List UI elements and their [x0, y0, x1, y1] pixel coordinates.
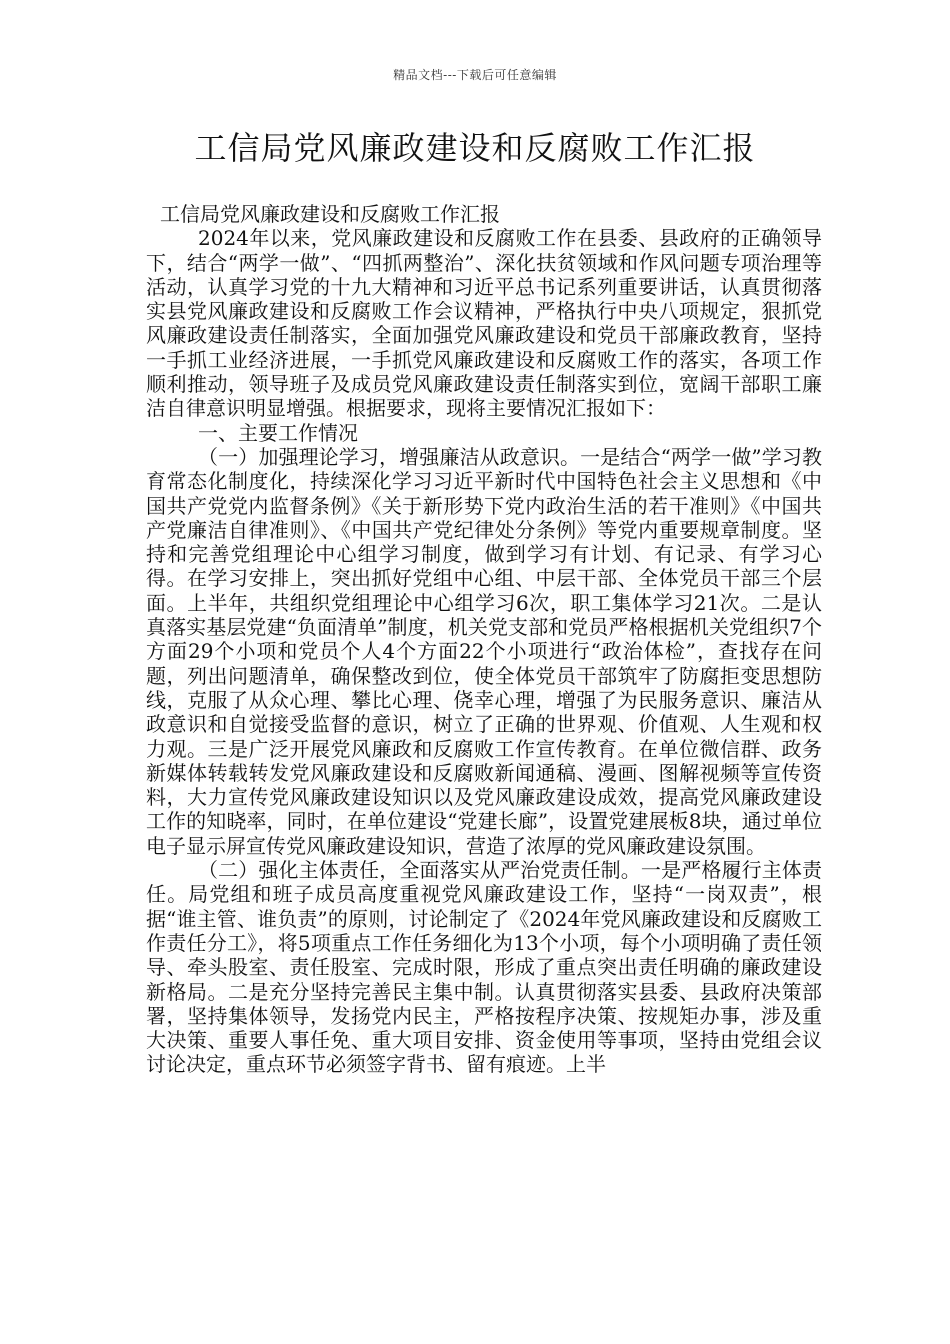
document-subtitle: 工信局党风廉政建设和反腐败工作汇报: [160, 202, 500, 226]
document-title: 工信局党风廉政建设和反腐败工作汇报: [194, 129, 756, 167]
body-paragraph: （一）加强理论学习，增强廉洁从政意识。一是结合“两学一做”学习教育常态化制度化，持续深化学习习近平新时代中国特色社会主义思想和《中国共产党党内监督条例》《关于新形势下党内政治生活的若干准则》《中国共产党廉洁自律准则》、《中国共产党纪律处分条例》等党内重要规章制度。坚持和完善党组理论中心组学习制度，做到学习有计划、有记录、有学习心得。在学习安排上，突出抓好党组中心组、中层干部、全体党员干部三个层面。上半年，共组织党组理论中心组学习6次，职工集体学习21次。二是认真落实基层党建“负面清单”制度，机关党支部和党员严格根据机关党组织7个方面29个小项和党员个人4个方面22个小项进行“政治体检”，查找存在问题，列出问题清单，确保整改到位，使全体党员干部筑牢了防腐拒变思想防线，克服了从众心理、攀比心理、侥幸心理，增强了为民服务意识、廉洁从政意识和自觉接受监督的意识，树立了正确的世界观、价值观、人生观和权力观。三是广泛开展党风廉政和反腐败工作宣传教育。在单位微信群、政务新媒体转载转发党风廉政建设和反腐败新闻通稿、漫画、图解视频等宣传资料，大力宣传党风廉政建设知识以及党风廉政建设成效，提高党风廉政建设工作的知晓率，同时，在单位建设“党建长廊”，设置党建展板8块，通过单位电子显示屏宣传党风廉政建设知识，营造了浓厚的党风廉政建设氛围。: [146, 444, 822, 858]
body-paragraph: （二）强化主体责任，全面落实从严治党责任制。一是严格履行主体责任。局党组和班子成员高度重视党风廉政建设工作，坚持“一岗双责”，根据“谁主管、谁负责”的原则，讨论制定了《2024年党风廉政建设和反腐败工作责任分工》，将5项重点工作任务细化为13个小项，每个小项明确了责任领导、牵头股室、责任股室、完成时限，形成了重点突出责任明确的廉政建设新格局。二是充分坚持完善民主集中制。认真贯彻落实县委、县政府决策部署，坚持集体领导，发扬党内民主，严格按程序决策、按规矩办事，涉及重大决策、重要人事任免、重大项目安排、资金使用等事项，坚持由党组会议讨论决定，重点环节必须签字背书、留有痕迹。上半: [146, 858, 822, 1077]
intro-paragraph: 2024年以来，党风廉政建设和反腐败工作在县委、县政府的正确领导下，结合“两学一做”、“四抓两整治”、深化扶贫领域和作风问题专项治理等活动，认真学习党的十九大精神和习近平总书记系列重要讲话，认真贯彻落实县党风廉政建设和反腐败工作会议精神，严格执行中央八项规定，狠抓党风廉政建设责任制落实，全面加强党风廉政建设和党员干部廉政教育，坚持一手抓工业经济进展，一手抓党风廉政建设和反腐败工作的落实，各项工作顺利推动，领导班子及成员党风廉政建设责任制落实到位，宽阔干部职工廉洁自律意识明显增强。根据要求，现将主要情况汇报如下：: [146, 226, 822, 421]
section-heading: 一、主要工作情况: [198, 420, 358, 445]
header-note: 精品文档---下载后可任意编辑: [393, 68, 557, 82]
document-body: [146, 202, 822, 1077]
